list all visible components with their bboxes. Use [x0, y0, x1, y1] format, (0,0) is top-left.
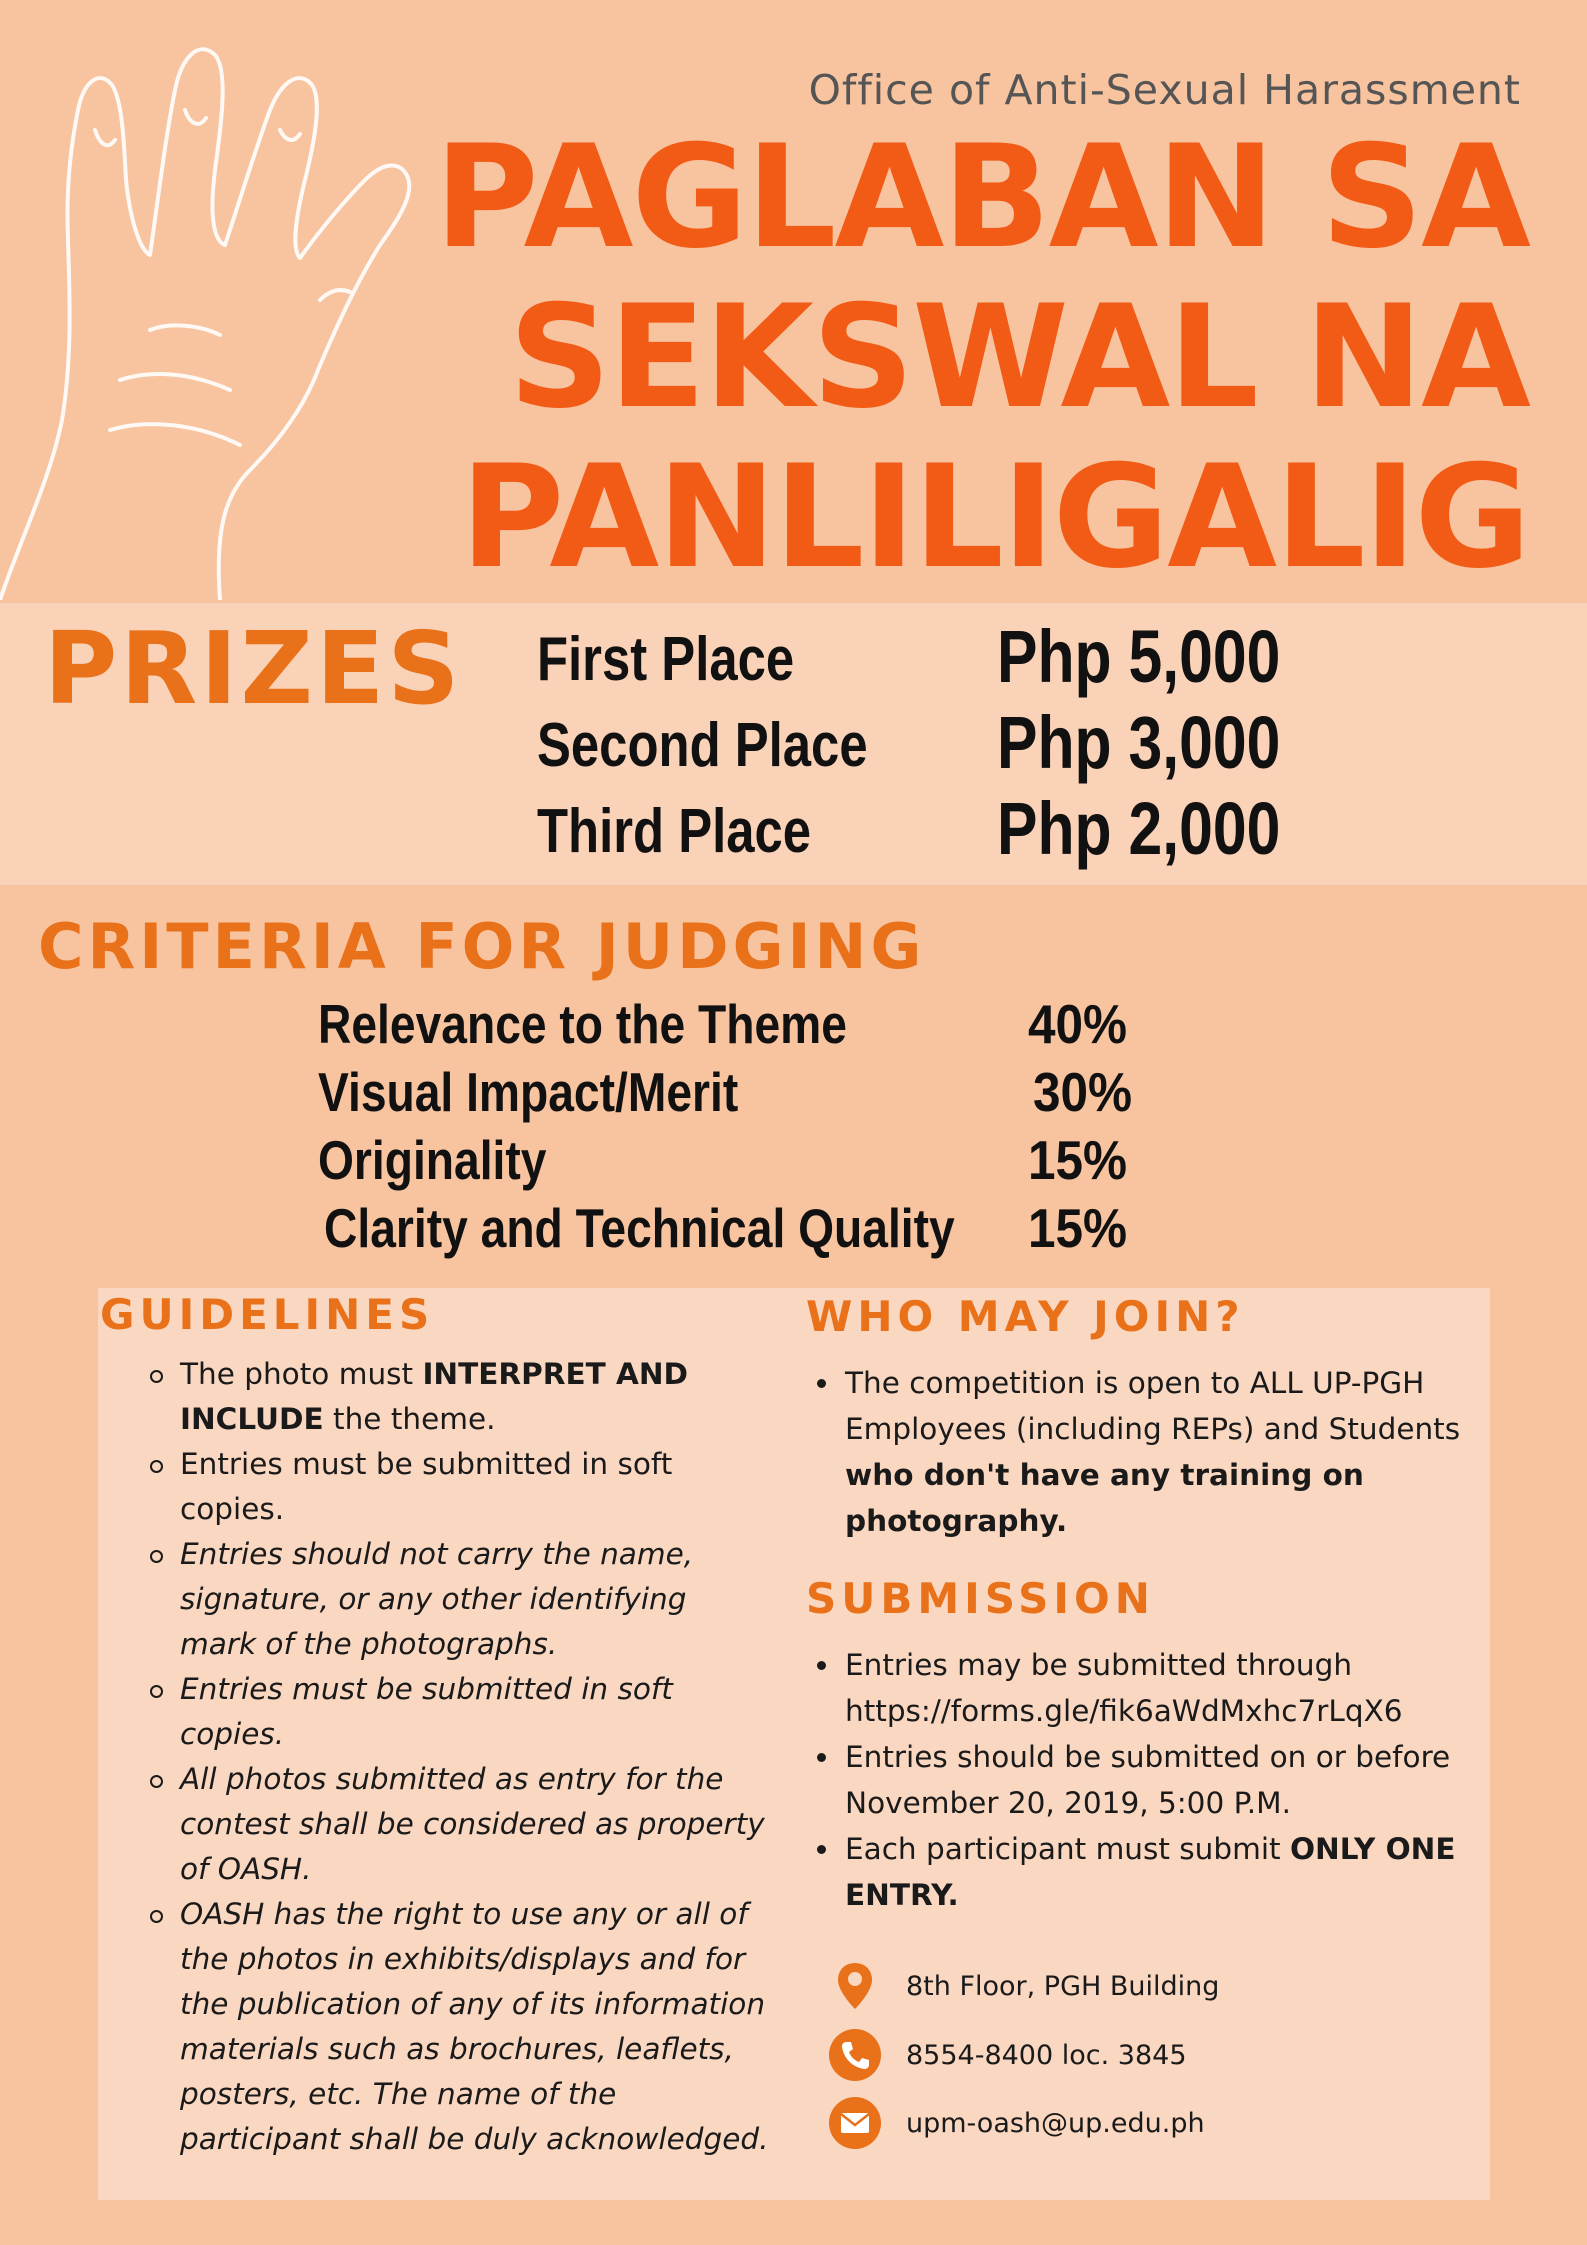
criteria-row: [318, 1060, 1218, 1130]
criteria-name: Visual Impact/Merit: [318, 1061, 739, 1123]
list-item: Entries should be submitted on or before November 20, 2019, 5:00 P.M.: [815, 1734, 1465, 1826]
title-line: PANLILIGALIG: [460, 435, 1529, 600]
prizes-heading: PRIZES: [44, 610, 463, 727]
criteria-row: [318, 1128, 1218, 1198]
who-list: [815, 1360, 1465, 1544]
prize-amount: Php 2,000: [997, 787, 1281, 870]
criteria-row: [318, 992, 1218, 1062]
contact-address: [828, 1958, 1428, 2014]
address-text: 8th Floor, PGH Building: [906, 1970, 1220, 2002]
criteria-weight: 40%: [1028, 993, 1128, 1055]
list-item: OASH has the right to use any or all of the photos in exhibits/displays and for the publication of any of its information materials such as brochures, leaflets, posters, etc. The name of the participant shall be duly acknowledged.: [150, 1892, 770, 2162]
prize-place: Second Place: [537, 711, 868, 780]
phone-text: 8554-8400 loc. 3845: [906, 2039, 1187, 2071]
prize-place: Third Place: [537, 797, 812, 866]
criteria-heading: CRITERIA FOR JUDGING: [38, 910, 926, 983]
prize-row: [537, 700, 1337, 788]
title-line: SEKSWAL NA: [508, 275, 1529, 440]
list-item: Entries must be submitted in soft copies.: [150, 1442, 770, 1532]
criteria-weight: 15%: [1028, 1129, 1128, 1191]
submission-list: [815, 1642, 1465, 1918]
prize-row: [537, 614, 1337, 702]
poster-title: [434, 115, 1529, 600]
contact-phone: [828, 2027, 1428, 2083]
list-item: Entries may be submitted through https://forms.gle/fik6aWdMxhc7rLqX6: [815, 1642, 1465, 1734]
list-item: All photos submitted as entry for the contest shall be considered as property of OASH.: [150, 1757, 770, 1892]
office-name: Office of Anti-Sexual Harassment: [808, 66, 1521, 114]
criteria-weight: 15%: [1028, 1197, 1128, 1259]
list-item: The competition is open to ALL UP-PGH Employees (including REPs) and Students who don't have any training on photography.: [815, 1360, 1465, 1544]
criteria-name: Clarity and Technical Quality: [324, 1197, 955, 1259]
location-pin-icon: [828, 1959, 882, 2013]
prize-amount: Php 3,000: [997, 701, 1281, 784]
prize-amount: Php 5,000: [997, 615, 1281, 698]
email-text: upm-oash@up.edu.ph: [906, 2107, 1205, 2139]
envelope-icon: [828, 2096, 882, 2150]
criteria-row: [318, 1196, 1218, 1266]
guidelines-heading: GUIDELINES: [100, 1290, 435, 1339]
guidelines-list: [150, 1352, 770, 2162]
criteria-name: Originality: [318, 1129, 547, 1191]
prize-row: [537, 786, 1337, 874]
list-item: Each participant must submit ONLY ONE ENTRY.: [815, 1826, 1465, 1918]
list-item: Entries should not carry the name, signature, or any other identifying mark of the photographs.: [150, 1532, 770, 1667]
criteria-weight: 30%: [1033, 1061, 1133, 1123]
title-line: PAGLABAN SA: [434, 115, 1529, 280]
list-item: The photo must INTERPRET AND INCLUDE the theme.: [150, 1352, 770, 1442]
list-item: Entries must be submitted in soft copies.: [150, 1667, 770, 1757]
criteria-name: Relevance to the Theme: [318, 993, 847, 1055]
who-heading: WHO MAY JOIN?: [806, 1292, 1245, 1341]
prize-place: First Place: [537, 625, 795, 694]
phone-icon: [828, 2028, 882, 2082]
submission-heading: SUBMISSION: [806, 1574, 1155, 1623]
contact-email: [828, 2095, 1428, 2151]
